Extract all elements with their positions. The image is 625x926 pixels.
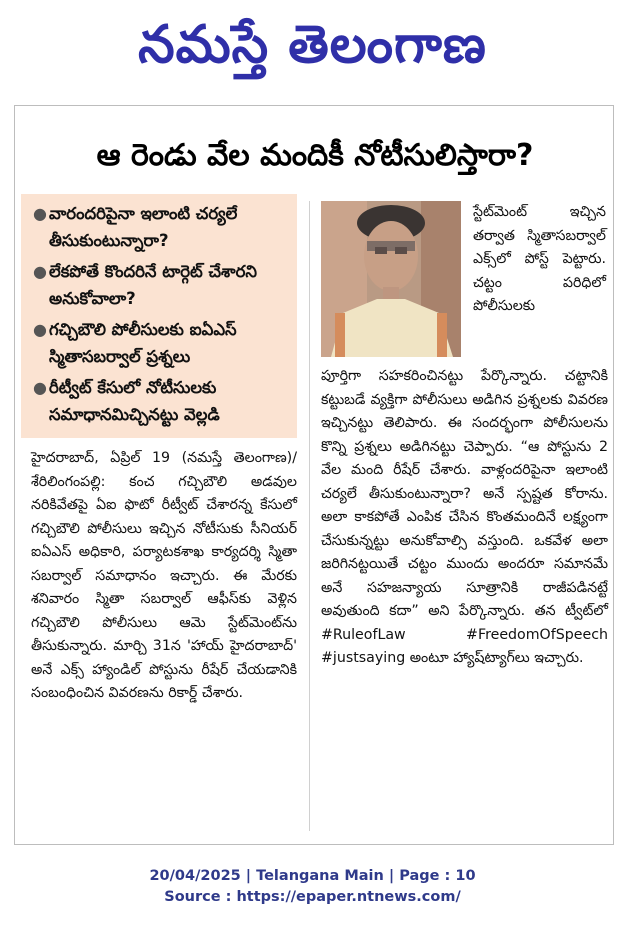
- article-body-right-top: స్టేట్‌మెంట్ ఇచ్చిన తర్వాత స్మితాసబర్వాల్ ఎక్స్‌లో పోస్ట్ పెట్టారు. చట్టం పరిధిలో పోలీసులకు: [473, 204, 606, 314]
- highlight-item: [31, 258, 289, 312]
- newspaper-logo: నమస్తే తెలంగాణ: [138, 15, 487, 75]
- bullet-icon: ●: [33, 204, 47, 223]
- highlights-box: [21, 194, 297, 438]
- highlight-item: [31, 316, 289, 370]
- highlight-item: [31, 374, 289, 428]
- highlight-text: లేకపోతే కొందరినే టార్గెట్ చేశారని అనుకోవాలా?: [49, 262, 257, 308]
- article-body-right-bottom: పూర్తిగా సహకరించినట్టు పేర్కొన్నారు. చట్టానికి కట్టుబడే వ్యక్తిగా పోలీసులు అడిగిన ప్రశ్నలకు వివరణ ఇచ్చినట్టు తెలిపారు. ఈ సందర్భంగా పోలీసులను కొన్ని ప్రశ్నలు అడిగినట్టు చెప్పారు. “ఆ పోస్టును 2 వేల మంది రీషేర్ చేశారు. వాళ్లందరిపైనా ఇలాంటి చర్యలే తీసుకుంటున్నారా? అనే స్పష్టత కోరాను. అలా కాకపోతే ఎంపిక చేసిన కొంతమందినే లక్ష్యంగా చేసుకున్నట్టు అనుకోవాల్సి వస్తుంది. ఒకవేళ అలా జరిగినట్టయితే చట్టం ముందు అందరూ సమానమే అనే సహజన్యాయ సూత్రానికి రాజీపడినట్టే అవుతుంది కదా” అని పేర్కొన్నారు. తన ట్వీట్‌లో #RuleofLaw #FreedomOfSpeech #justsaying అంటూ హ్యాష్‌ట్యాగ్‌లు ఇచ్చారు.: [321, 368, 608, 666]
- footer-date-line: 20/04/2025 | Telangana Main | Page : 10: [149, 868, 476, 884]
- footer-source-line: Source : https://epaper.ntnews.com/: [164, 889, 461, 905]
- column-divider: [309, 201, 310, 831]
- portrait-photo: [321, 201, 461, 357]
- bullet-icon: ●: [33, 262, 47, 281]
- source-footer: [0, 866, 625, 908]
- article-headline: ఆ రెండు వేల మందికీ నోటీసులిస్తారా?: [96, 138, 534, 173]
- highlight-text: వారందరిపైనా ఇలాంటి చర్యలే తీసుకుంటున్నారా?: [49, 204, 238, 250]
- highlight-text: గచ్చిబౌలి పోలీసులకు ఐఏఎస్ స్మితాసబర్వాల్ ప్రశ్నలు: [49, 320, 237, 366]
- masthead: [0, 0, 625, 100]
- bullet-icon: ●: [33, 320, 47, 339]
- highlight-item: [31, 200, 289, 254]
- article-clipping: [14, 105, 614, 845]
- bullet-icon: ●: [33, 378, 47, 397]
- highlight-text: రీట్వీట్ కేసులో నోటీసులకు సమాధానమిచ్చినట్టు వెల్లడి: [49, 378, 220, 424]
- portrait-image: [321, 201, 461, 357]
- article-body-left-column: హైదరాబాద్, ఏప్రిల్ 19 (నమస్తే తెలంగాణ)/శేరిలింగంపల్లి: కంచ గచ్చిబౌలి అడవుల నరికివేతపై ఏఐ ఫొటో రీట్వీట్ చేశారన్న కేసులో గచ్చిబౌలి పోలీసులు ఇచ్చిన నోటీసుకు సీనియర్ ఐఏఎస్ అధికారి, పర్యాటకశాఖ కార్యదర్శి స్మితా సబర్వాల్ సమాధానం ఇచ్చారు. ఈ మేరకు శనివారం స్మితా సబర్వాల్ ఆఫీస్‌కు వెళ్లిన గచ్చిబౌలి పోలీసులు ఆమె స్టేట్‌మెంట్‌ను తీసుకున్నారు. మార్చి 31న 'హాయ్ హైదరాబాద్' అనే ఎక్స్ హ్యాండిల్ పోస్టును రీషేర్ చేయడానికి సంబంధించిన వివరణను రికార్డ్ చేశారు.: [31, 450, 297, 701]
